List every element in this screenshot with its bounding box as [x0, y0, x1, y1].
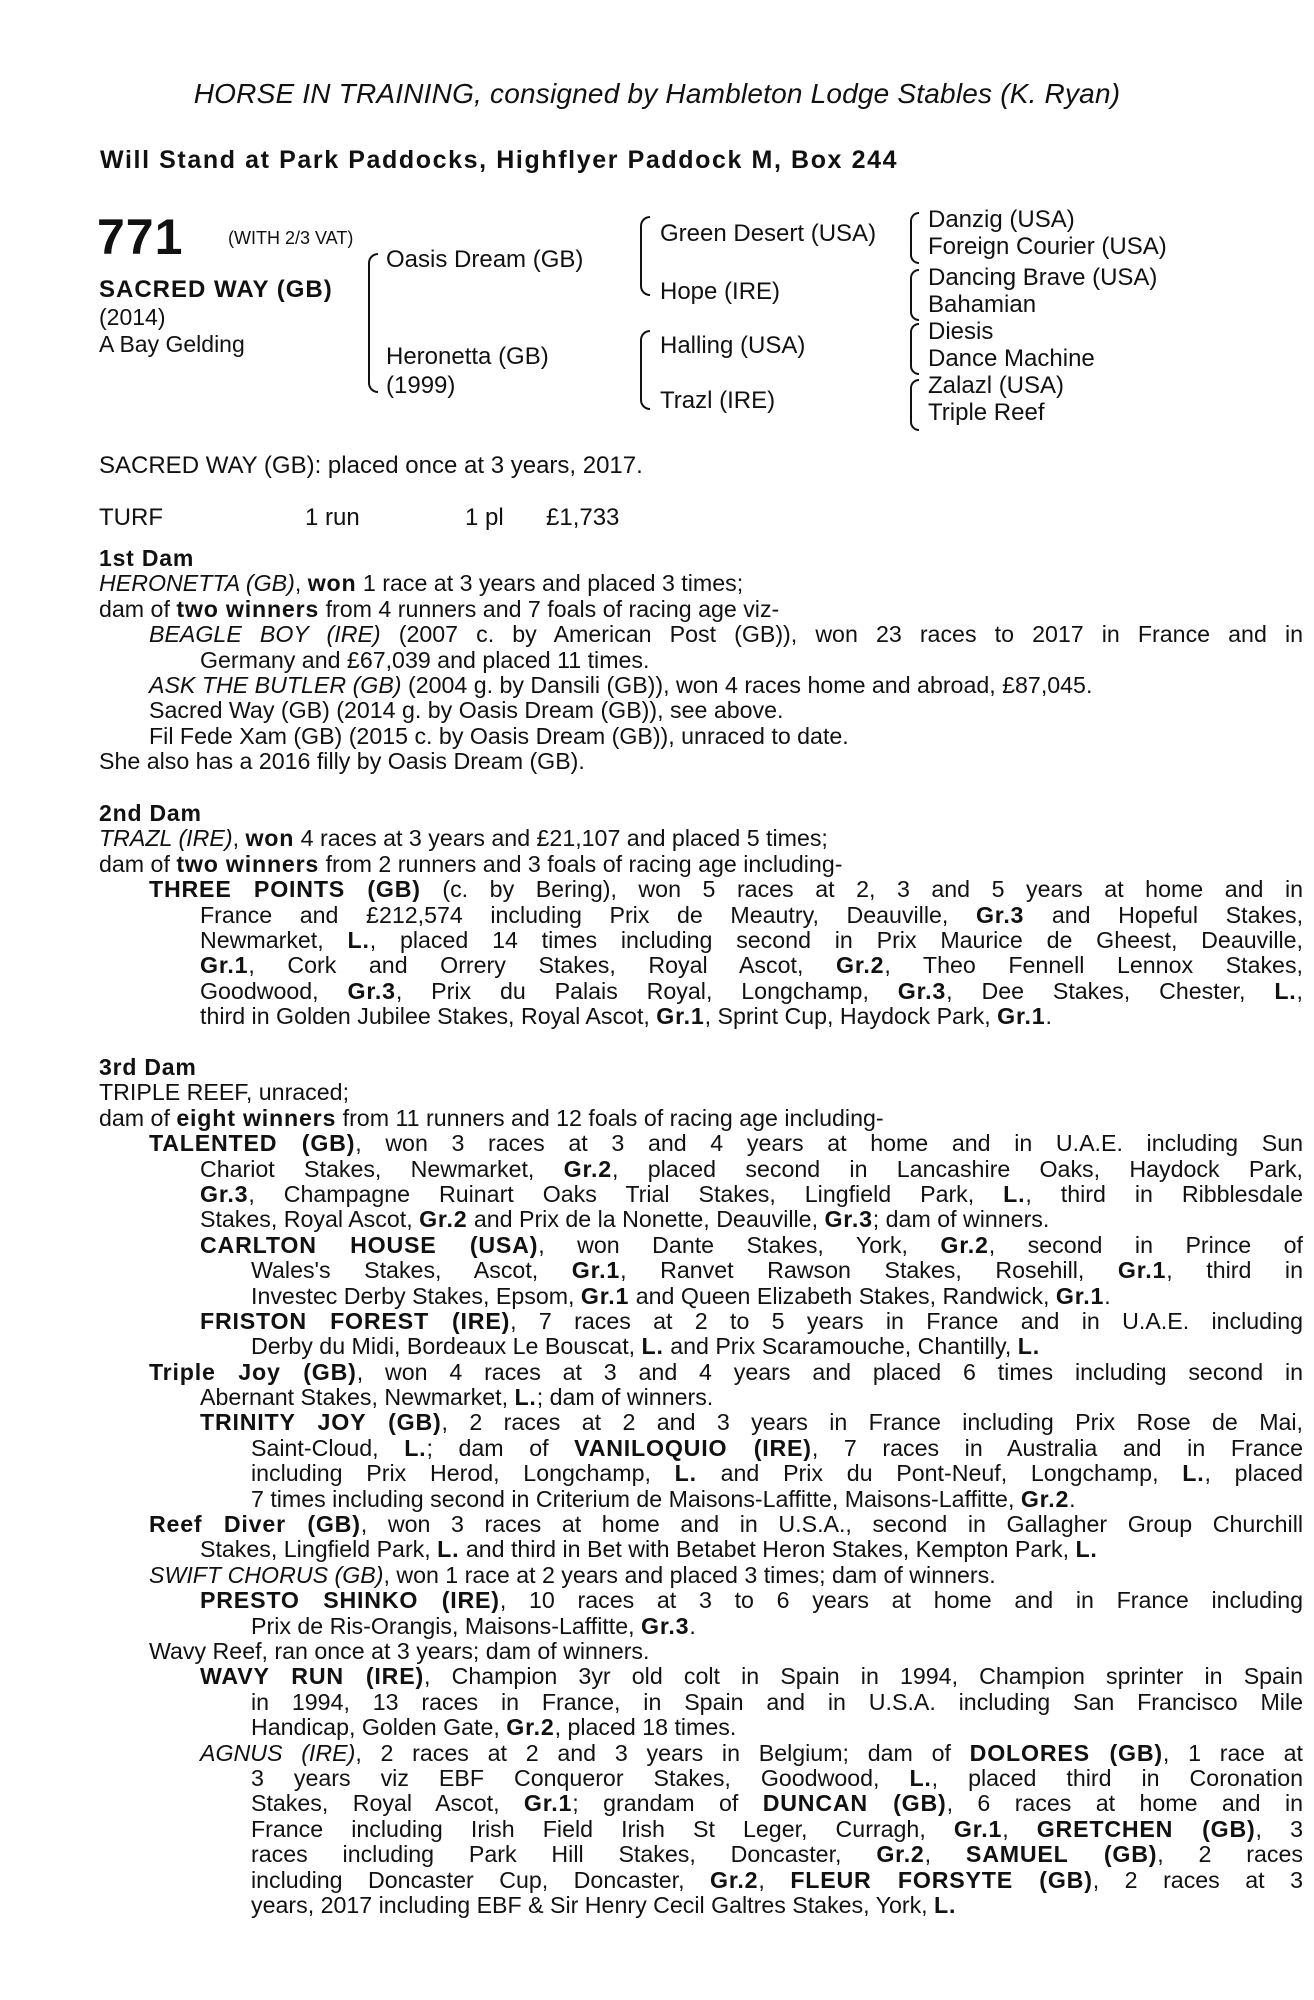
text-segment: , won 3 races at home and in U.S.A., second in Gallagher Group Churchill: [360, 1511, 1303, 1538]
record-placed: 1 pl: [465, 504, 504, 531]
bold-text: L.: [674, 1460, 697, 1487]
pedigree-bracket: [910, 269, 919, 321]
text-segment: ,: [1002, 1815, 1037, 1842]
pedigree-text-line: [99, 724, 1303, 749]
text-segment: , third in Ribblesdale: [1025, 1180, 1303, 1207]
pedigree-sire-dam: Hope (IRE): [660, 278, 781, 305]
bold-text: Gr.3: [975, 901, 1025, 928]
pedigree-text-line: [99, 1639, 1303, 1664]
text-segment: third in Golden Jubilee Stakes, Royal Ascot,: [200, 1003, 657, 1030]
text-segment: from 4 runners and 7 foals of racing age viz-: [319, 595, 780, 622]
text-segment: , won 4 races at 3 and 4 years and placed 6 times including second in: [356, 1358, 1303, 1385]
italic-text: AGNUS (IRE): [200, 1739, 356, 1766]
pedigree-text-line: [99, 1334, 1303, 1359]
pedigree-text-line: [99, 953, 1303, 978]
bold-text: Gr.1: [953, 1815, 1003, 1842]
pedigree-text-line: [99, 1512, 1303, 1537]
pedigree-dam: Heronetta (GB): [386, 343, 549, 370]
lot-number: 771: [97, 209, 184, 265]
bold-text: Gr.1: [571, 1257, 621, 1284]
pedigree-text-line: [99, 877, 1303, 902]
first-dam-section: [99, 546, 1303, 775]
section-heading: 2nd Dam: [99, 800, 202, 826]
bold-text: VANILOQUIO (IRE): [574, 1434, 812, 1461]
text-segment: from 2 runners and 3 foals of racing age including-: [319, 850, 843, 877]
bold-text: Gr.1: [1055, 1282, 1105, 1309]
pedigree-text-line: [99, 648, 1303, 673]
text-segment: .: [1069, 1485, 1076, 1512]
text-segment: , third in: [1166, 1257, 1303, 1284]
text-segment: Abernant Stakes, Newmarket,: [200, 1384, 515, 1411]
horse-description: A Bay Gelding: [99, 331, 245, 357]
text-segment: ,: [758, 1866, 791, 1893]
pedigree-bracket: [368, 253, 378, 393]
bold-text: L.: [909, 1764, 932, 1791]
bold-text: WAVY RUN (IRE): [200, 1663, 424, 1690]
pedigree-bracket: [640, 216, 650, 296]
text-segment: , 6 races at home and in: [946, 1790, 1304, 1817]
text-segment: ; dam of winners.: [872, 1206, 1050, 1233]
text-segment: Handicap, Golden Gate,: [251, 1714, 507, 1741]
bold-text: PRESTO SHINKO (IRE): [200, 1587, 500, 1614]
text-segment: dam of: [99, 595, 177, 622]
text-segment: Stakes, Lingfield Park,: [200, 1536, 438, 1563]
bold-text: Gr.1: [580, 1282, 630, 1309]
pedigree-text-line: [99, 1741, 1303, 1766]
record-runs: 1 run: [305, 504, 360, 531]
text-segment: ,: [294, 570, 308, 597]
pedigree-text-line: [99, 1182, 1303, 1207]
bold-text: TRINITY JOY (GB): [200, 1409, 442, 1436]
bold-text: Gr.2: [940, 1231, 989, 1258]
pedigree-text-line: [99, 1258, 1303, 1283]
pedigree-ancestor: Diesis: [928, 318, 994, 345]
text-segment: , second in Prince of: [988, 1231, 1303, 1258]
pedigree-text-line: [99, 1157, 1303, 1182]
text-segment: , placed second in Lancashire Oaks, Haydock Park,: [612, 1155, 1303, 1182]
pedigree-text-line: [99, 749, 1303, 774]
pedigree-text-line: [99, 698, 1303, 723]
bold-text: Gr.1: [656, 1003, 705, 1030]
third-dam-section: [99, 1055, 1303, 1918]
italic-text: BEAGLE BOY (IRE): [149, 621, 381, 648]
bold-text: L.: [347, 926, 370, 953]
section-heading: 3rd Dam: [99, 1054, 197, 1080]
stabling-location: Will Stand at Park Paddocks, Highflyer Paddock M, Box 244: [100, 146, 899, 174]
pedigree-text-line: [99, 1664, 1303, 1689]
text-segment: TRIPLE REEF, unraced;: [99, 1079, 350, 1106]
text-segment: , Ranvet Rawson Stakes, Rosehill,: [620, 1257, 1118, 1284]
bold-text: won: [307, 570, 357, 597]
pedigree-text-line: [99, 852, 1303, 877]
italic-text: ASK THE BUTLER (GB): [149, 671, 402, 698]
pedigree-text-line: [99, 1233, 1303, 1258]
bold-text: L.: [1003, 1180, 1026, 1207]
pedigree-text-line: [99, 597, 1303, 622]
pedigree-text-line: [99, 1487, 1303, 1512]
pedigree-text-line: [99, 928, 1303, 953]
bold-text: Gr.2: [563, 1155, 612, 1182]
text-segment: Stakes, Royal Ascot,: [251, 1790, 524, 1817]
record-surface: TURF: [99, 504, 163, 531]
pedigree-text-line: [99, 622, 1303, 647]
text-segment: Goodwood,: [200, 977, 348, 1004]
text-segment: ,: [924, 1841, 966, 1868]
bold-text: Gr.3: [824, 1206, 873, 1233]
text-segment: , 2 races at 2 and 3 years in France including Prix Rose de Mai,: [441, 1409, 1303, 1436]
pedigree-text-line: [99, 1207, 1303, 1232]
bold-text: TALENTED (GB): [149, 1130, 356, 1157]
pedigree-ancestor: Bahamian: [928, 291, 1037, 318]
text-segment: (2004 g. by Dansili (GB)), won 4 races home and abroad, £87,045.: [401, 671, 1093, 698]
pedigree-text-line: [99, 1461, 1303, 1486]
text-segment: Newmarket,: [200, 926, 348, 953]
pedigree-text-line: [99, 1004, 1303, 1029]
bold-text: Gr.1: [997, 1003, 1046, 1030]
bold-text: Gr.2: [1020, 1485, 1070, 1512]
text-segment: Derby du Midi, Bordeaux Le Bouscat,: [251, 1333, 642, 1360]
text-segment: Prix de Ris-Orangis, Maisons-Laffitte,: [251, 1612, 642, 1639]
text-segment: , won 3 races at 3 and 4 years at home and in U.A.E. including Sun: [355, 1130, 1303, 1157]
pedigree-text-line: [99, 1309, 1303, 1334]
consignor-header: HORSE IN TRAINING, consigned by Hambleton Lodge Stables (K. Ryan): [193, 78, 1121, 109]
bold-text: Gr.1: [523, 1790, 573, 1817]
text-segment: 3 years viz EBF Conqueror Stakes, Goodwood,: [251, 1764, 910, 1791]
bold-text: Gr.2: [710, 1866, 759, 1893]
text-segment: Sacred Way (GB) (2014 g. by Oasis Dream (GB)), see above.: [149, 697, 784, 724]
pedigree-text-line: [99, 1715, 1303, 1740]
bold-text: Gr.1: [1117, 1257, 1167, 1284]
text-segment: dam of: [99, 1104, 177, 1131]
text-segment: She also has a 2016 filly by Oasis Dream (GB).: [99, 748, 585, 775]
pedigree-bracket: [910, 323, 919, 375]
text-segment: , placed 14 times including second in Prix Maurice de Gheest, Deauville,: [369, 926, 1303, 953]
text-segment: , Dee Stakes, Chester,: [946, 977, 1275, 1004]
pedigree-text-line: [99, 979, 1303, 1004]
italic-text: HERONETTA (GB): [99, 570, 295, 597]
text-segment: , Cork and Orrery Stakes, Royal Ascot,: [248, 952, 836, 979]
bold-text: Gr.2: [876, 1841, 925, 1868]
text-segment: ; dam of winners.: [536, 1384, 714, 1411]
bold-text: L.: [1274, 977, 1297, 1004]
text-segment: and Prix de la Nonette, Deauville,: [467, 1206, 825, 1233]
bold-text: won: [245, 825, 295, 852]
pedigree-text-line: [99, 1690, 1303, 1715]
pedigree-text-line: [99, 1131, 1303, 1156]
text-segment: races including Park Hill Stakes, Doncaster,: [251, 1841, 877, 1868]
text-segment: .: [1045, 1003, 1052, 1030]
text-segment: 1 race at 3 years and placed 3 times;: [356, 570, 744, 597]
text-segment: , Champagne Ruinart Oaks Trial Stakes, Lingfield Park,: [248, 1180, 1004, 1207]
text-segment: France and £212,574 including Prix de Meautry, Deauville,: [200, 901, 976, 928]
pedigree-text-line: [99, 1385, 1303, 1410]
text-segment: in 1994, 13 races in France, in Spain and in U.S.A. including San Francisco Mile: [251, 1688, 1303, 1715]
text-segment: .: [689, 1612, 696, 1639]
bold-text: Gr.3: [897, 977, 947, 1004]
pedigree-text-line: [99, 1588, 1303, 1613]
text-segment: and Prix du Pont-Neuf, Longchamp,: [696, 1460, 1183, 1487]
bold-text: Gr.2: [835, 952, 885, 979]
bold-text: L.: [404, 1434, 427, 1461]
pedigree-text-line: [99, 1791, 1303, 1816]
text-segment: including Prix Herod, Longchamp,: [251, 1460, 675, 1487]
bold-text: FRISTON FOREST (IRE): [200, 1307, 511, 1334]
pedigree-dam-year: (1999): [386, 372, 456, 399]
pedigree-ancestor: Dancing Brave (USA): [928, 264, 1158, 291]
text-segment: , placed third in Coronation: [931, 1764, 1303, 1791]
text-segment: , placed: [1204, 1460, 1304, 1487]
text-segment: Chariot Stakes, Newmarket,: [200, 1155, 564, 1182]
pedigree-text-line: [99, 1893, 1303, 1918]
pedigree-bracket: [910, 212, 919, 264]
vat-note: (WITH 2/3 VAT): [228, 228, 354, 248]
text-segment: , won 1 race at 2 years and placed 3 times; dam of winners.: [383, 1561, 996, 1588]
foaling-year: (2014): [99, 304, 166, 330]
text-segment: , 1 race at: [1162, 1739, 1303, 1766]
text-segment: Wavy Reef, ran once at 3 years; dam of winners.: [149, 1637, 650, 1664]
pedigree-text-line: [99, 826, 1303, 851]
pedigree-text-line: [99, 673, 1303, 698]
second-dam-section: [99, 801, 1303, 1030]
pedigree-text-line: [99, 1817, 1303, 1842]
bold-text: L.: [514, 1384, 537, 1411]
text-segment: , Champion 3yr old colt in Spain in 1994, Champion sprinter in Spain: [423, 1663, 1303, 1690]
pedigree-text-line: [99, 1614, 1303, 1639]
text-segment: , 7 races in Australia and in France: [811, 1434, 1303, 1461]
pedigree-sire: Oasis Dream (GB): [386, 246, 584, 273]
bold-text: THREE POINTS (GB): [149, 876, 421, 903]
section-heading: 1st Dam: [99, 545, 195, 571]
pedigree-text-line: [99, 1360, 1303, 1385]
pedigree-text-line: [99, 1766, 1303, 1791]
pedigree-dam-sire: Halling (USA): [660, 332, 806, 359]
text-segment: and Prix Scaramouche, Chantilly,: [663, 1333, 1018, 1360]
text-segment: , placed 18 times.: [554, 1714, 737, 1741]
bold-text: CARLTON HOUSE (USA): [200, 1231, 539, 1258]
text-segment: 7 times including second in Criterium de Maisons-Laffitte, Maisons-Laffitte,: [251, 1485, 1021, 1512]
text-segment: Fil Fede Xam (GB) (2015 c. by Oasis Dream (GB)), unraced to date.: [149, 722, 849, 749]
bold-text: two winners: [176, 595, 320, 622]
pedigree-ancestor: Dance Machine: [928, 345, 1095, 372]
text-segment: , 10 races at 3 to 6 years at home and in France including: [499, 1587, 1303, 1614]
bold-text: L.: [1075, 1536, 1098, 1563]
text-segment: , won Dante Stakes, York,: [538, 1231, 941, 1258]
bold-text: eight winners: [176, 1104, 337, 1131]
pedigree-bracket: [640, 330, 650, 410]
pedigree-sire-sire: Green Desert (USA): [660, 220, 877, 247]
text-segment: from 11 runners and 12 foals of racing age including-: [336, 1104, 884, 1131]
pedigree-text-line: [99, 1436, 1303, 1461]
text-segment: , Theo Fennell Lennox Stakes,: [884, 952, 1303, 979]
text-segment: (c. by Bering), won 5 races at 2, 3 and 5 years at home and in: [420, 876, 1304, 903]
pedigree-ancestor: Triple Reef: [928, 399, 1045, 426]
bold-text: Gr.3: [641, 1612, 690, 1639]
text-segment: , 3: [1255, 1815, 1303, 1842]
bold-text: Gr.3: [347, 977, 396, 1004]
race-summary: SACRED WAY (GB): placed once at 3 years, 2017.: [99, 452, 643, 479]
bold-text: Gr.2: [419, 1206, 468, 1233]
text-segment: , 7 races at 2 to 5 years in France and in U.A.E. including: [510, 1307, 1303, 1334]
text-segment: , 2 races: [1157, 1841, 1303, 1868]
italic-text: TRAZL (IRE): [99, 825, 233, 852]
text-segment: 4 races at 3 years and £21,107 and placed 5 times;: [294, 825, 828, 852]
pedigree-text-line: [99, 1106, 1303, 1131]
text-segment: Investec Derby Stakes, Epsom,: [251, 1282, 581, 1309]
text-segment: Stakes, Royal Ascot,: [200, 1206, 420, 1233]
text-segment: ,: [1296, 977, 1303, 1004]
bold-text: L.: [641, 1333, 664, 1360]
text-segment: France including Irish Field Irish St Leger, Curragh,: [251, 1815, 954, 1842]
text-segment: ; dam of: [426, 1434, 575, 1461]
pedigree-text-line: [99, 1868, 1303, 1893]
bold-text: GRETCHEN (GB): [1036, 1815, 1256, 1842]
bold-text: DUNCAN (GB): [762, 1790, 947, 1817]
text-segment: and Hopeful Stakes,: [1024, 901, 1304, 928]
text-segment: Saint-Cloud,: [251, 1434, 405, 1461]
text-segment: and third in Bet with Betabet Heron Stakes, Kempton Park,: [459, 1536, 1076, 1563]
pedigree-dam-dam: Trazl (IRE): [660, 387, 776, 414]
pedigree-text-line: [99, 1284, 1303, 1309]
text-segment: dam of: [99, 850, 177, 877]
text-segment: ,: [232, 825, 246, 852]
text-segment: , 2 races at 2 and 3 years in Belgium; dam of: [355, 1739, 970, 1766]
pedigree-text-line: [99, 1410, 1303, 1435]
bold-text: FLEUR FORSYTE (GB): [790, 1866, 1093, 1893]
bold-text: DOLORES (GB): [969, 1739, 1163, 1766]
text-segment: years, 2017 including EBF & Sir Henry Cecil Galtres Stakes, York,: [251, 1891, 935, 1918]
pedigree-ancestor: Foreign Courier (USA): [928, 233, 1167, 260]
horse-name: SACRED WAY (GB): [99, 276, 333, 303]
text-segment: , Sprint Cup, Haydock Park,: [704, 1003, 998, 1030]
bold-text: Gr.1: [200, 952, 249, 979]
record-earnings: £1,733: [546, 504, 620, 531]
bold-text: Triple Joy (GB): [149, 1358, 357, 1385]
italic-text: SWIFT CHORUS (GB): [149, 1561, 384, 1588]
pedigree-bracket: [910, 379, 919, 431]
pedigree-ancestor: Zalazl (USA): [928, 372, 1065, 399]
bold-text: L.: [1182, 1460, 1205, 1487]
pedigree-text-line: [99, 903, 1303, 928]
text-segment: including Doncaster Cup, Doncaster,: [251, 1866, 711, 1893]
pedigree-text-line: [99, 1842, 1303, 1867]
bold-text: Gr.3: [200, 1180, 249, 1207]
bold-text: L.: [437, 1536, 460, 1563]
text-segment: Wales's Stakes, Ascot,: [251, 1257, 572, 1284]
text-segment: Germany and £67,039 and placed 11 times.: [200, 646, 650, 673]
bold-text: L.: [1017, 1333, 1040, 1360]
bold-text: SAMUEL (GB): [965, 1841, 1158, 1868]
pedigree-text-line: [99, 1080, 1303, 1105]
pedigree-text-line: [99, 571, 1303, 596]
text-segment: , 2 races at 3: [1092, 1866, 1304, 1893]
text-segment: (2007 c. by American Post (GB)), won 23 races to 2017 in France and in: [380, 621, 1303, 648]
bold-text: L.: [934, 1891, 957, 1918]
pedigree-text-line: [99, 1537, 1303, 1562]
text-segment: , Prix du Palais Royal, Longchamp,: [395, 977, 898, 1004]
bold-text: two winners: [176, 850, 320, 877]
text-segment: and Queen Elizabeth Stakes, Randwick,: [629, 1282, 1056, 1309]
bold-text: Reef Diver (GB): [149, 1511, 361, 1538]
text-segment: ; grandam of: [572, 1790, 763, 1817]
text-segment: .: [1104, 1282, 1111, 1309]
bold-text: Gr.2: [506, 1714, 555, 1741]
pedigree-ancestor: Danzig (USA): [928, 206, 1075, 233]
pedigree-text-line: [99, 1563, 1303, 1588]
